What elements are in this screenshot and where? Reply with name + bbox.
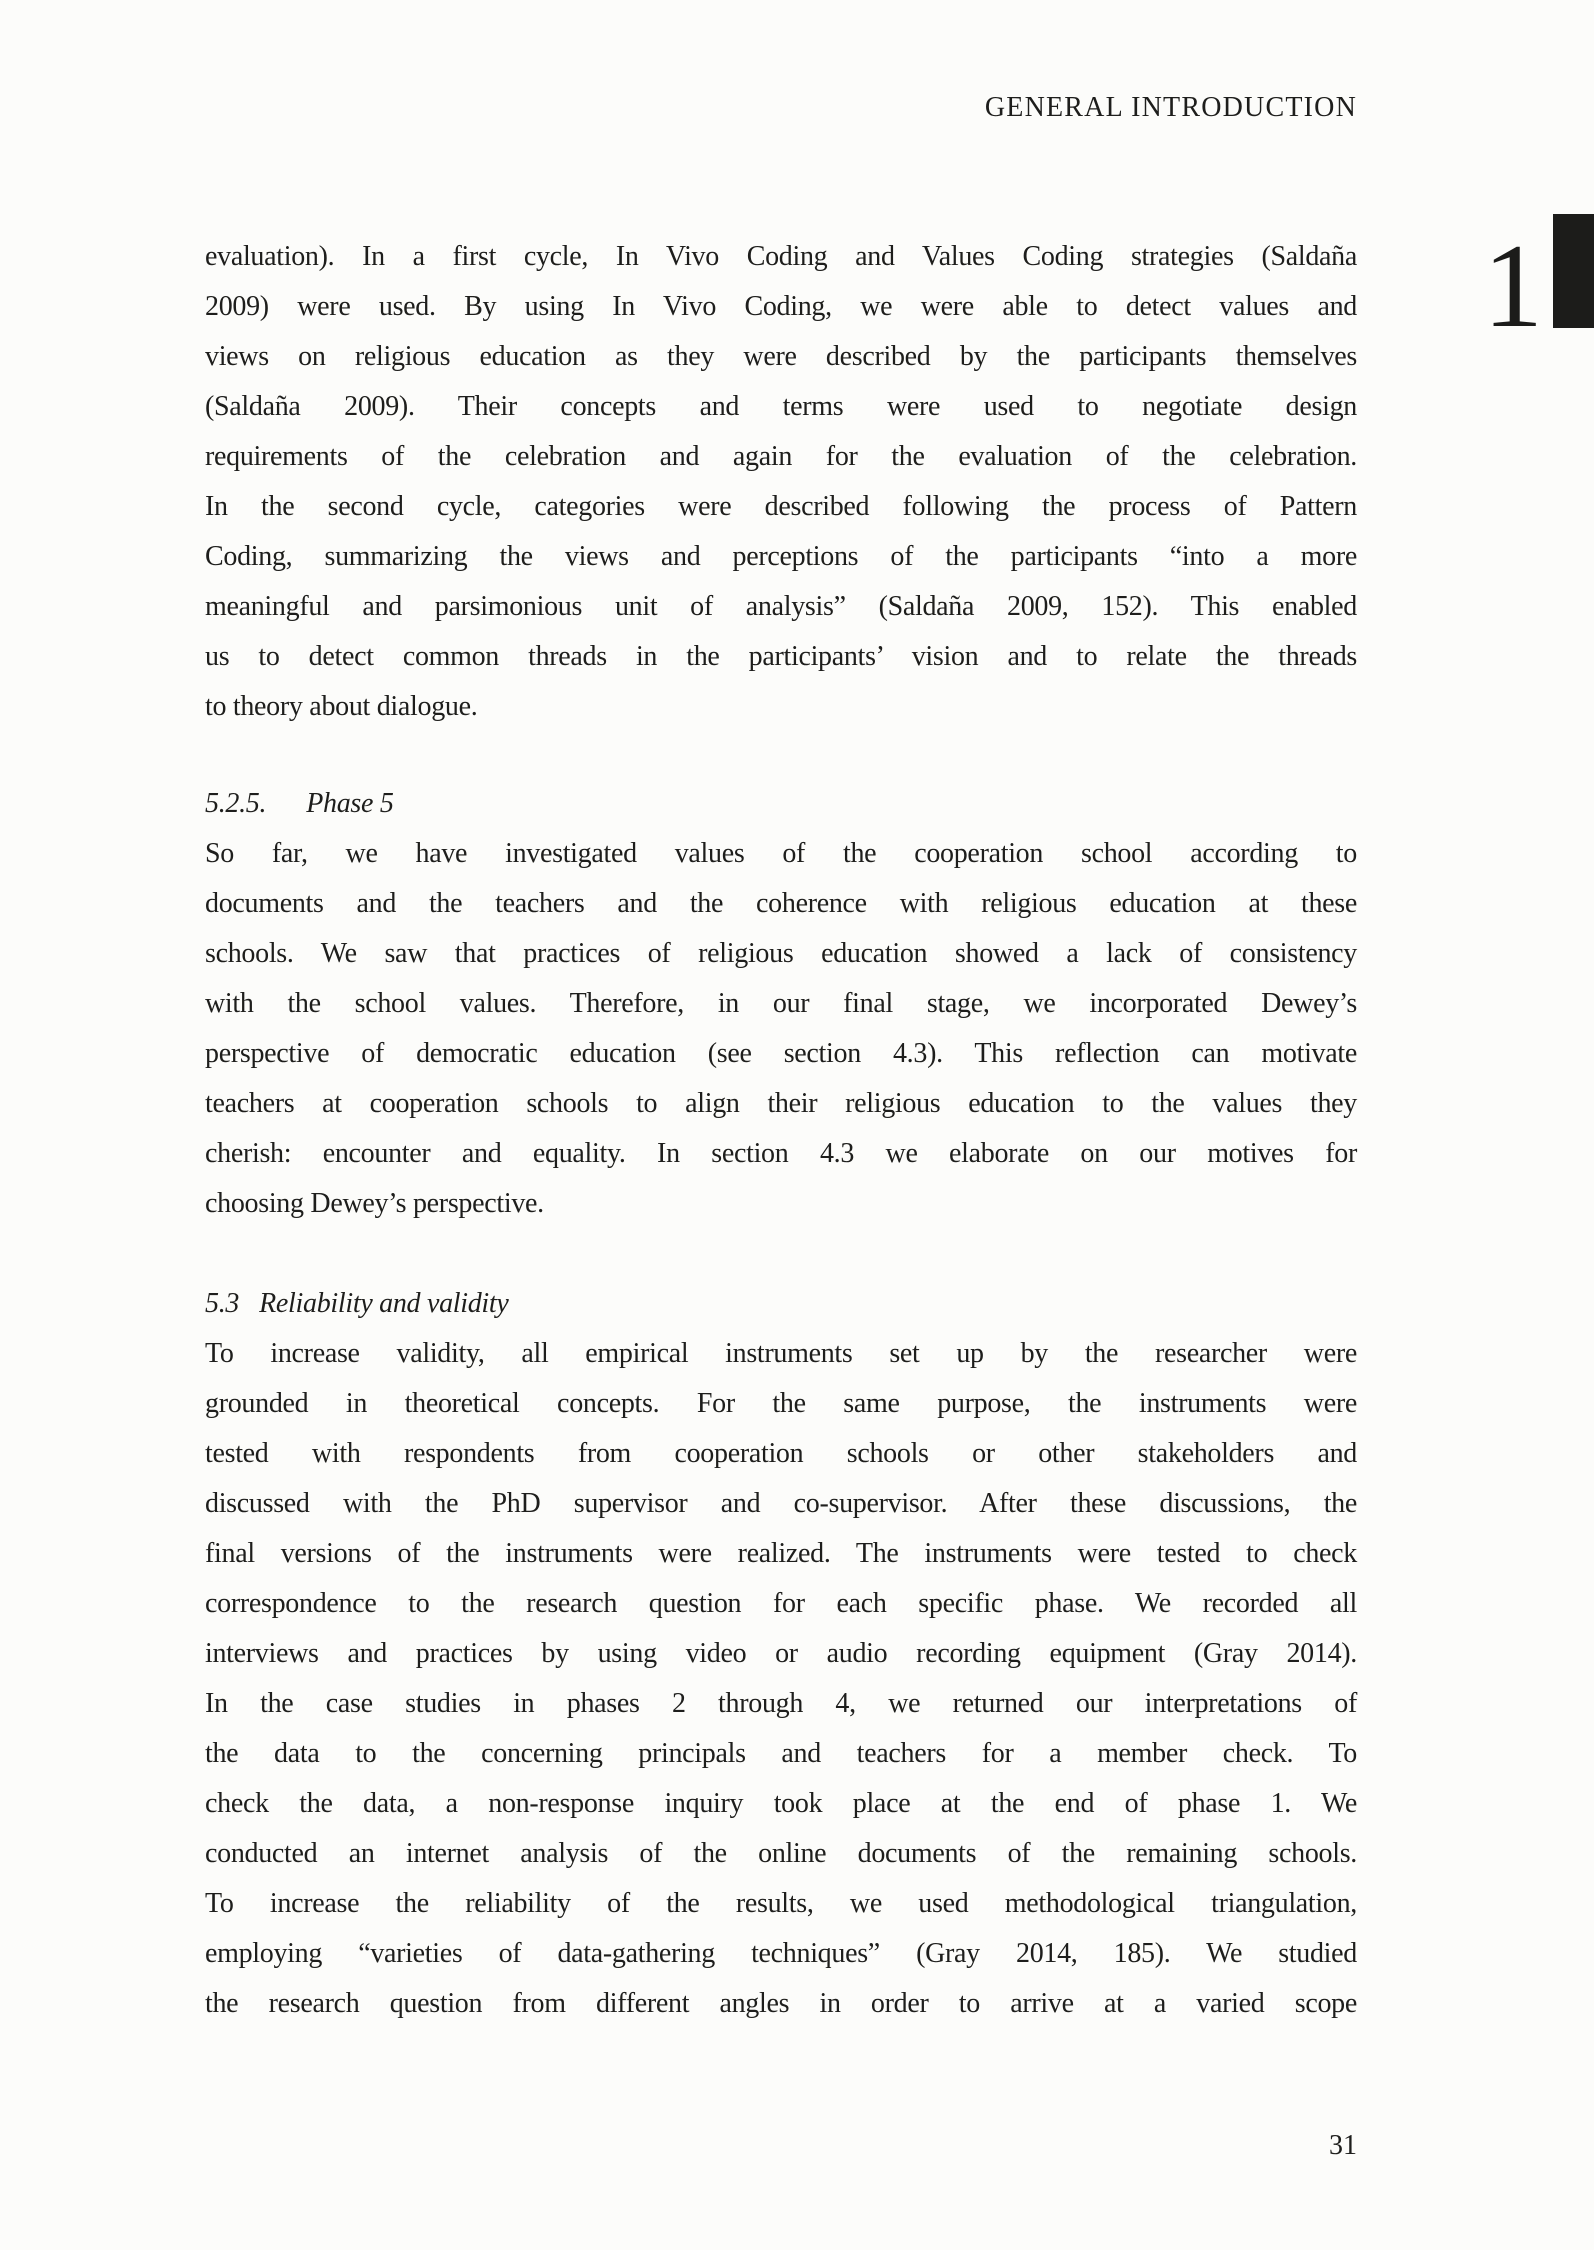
- paragraph: [205, 1329, 1357, 2029]
- text-line: Coding, summarizing the views and perceptions of the participants “into a more: [205, 541, 1357, 572]
- text-line: to theory about dialogue.: [205, 691, 478, 722]
- section-heading-phase-5: [205, 779, 1357, 829]
- text-line: discussed with the PhD supervisor and co-supervisor. After these discussions, the: [205, 1488, 1357, 1519]
- text-line: views on religious education as they were described by the participants themselves: [205, 341, 1357, 372]
- text-line: correspondence to the research question for each specific phase. We recorded all: [205, 1588, 1357, 1619]
- text-line: meaningful and parsimonious unit of analysis” (Saldaña 2009, 152). This enabled: [205, 591, 1357, 622]
- body-text: [205, 232, 1357, 2029]
- paragraph: [205, 232, 1357, 732]
- text-line: schools. We saw that practices of religious education showed a lack of consistency: [205, 938, 1357, 969]
- text-line: perspective of democratic education (see section 4.3). This reflection can motivate: [205, 1038, 1357, 1069]
- text-line: the data to the concerning principals and teachers for a member check. To: [205, 1738, 1357, 1769]
- text-line: To increase the reliability of the results, we used methodological triangulation,: [205, 1888, 1357, 1919]
- text-line: To increase validity, all empirical instruments set up by the researcher were: [205, 1338, 1357, 1369]
- text-line: tested with respondents from cooperation schools or other stakeholders and: [205, 1438, 1357, 1469]
- text-line: us to detect common threads in the participants’ vision and to relate the threads: [205, 641, 1357, 672]
- text-line: the research question from different angles in order to arrive at a varied scope: [205, 1988, 1357, 2019]
- section-number: 5.2.5.: [205, 788, 267, 819]
- text-line: documents and the teachers and the coherence with religious education at these: [205, 888, 1357, 919]
- text-line: In the case studies in phases 2 through 4, we returned our interpretations of: [205, 1688, 1357, 1719]
- text-line: employing “varieties of data-gathering techniques” (Gray 2014, 185). We studied: [205, 1938, 1357, 1969]
- text-line: So far, we have investigated values of the cooperation school according to: [205, 838, 1357, 869]
- chapter-number: 1: [1483, 219, 1543, 352]
- page-number: 31: [1329, 2130, 1357, 2161]
- text-line: choosing Dewey’s perspective.: [205, 1188, 544, 1219]
- section-number: 5.3: [205, 1288, 240, 1319]
- section-title: Reliability and validity: [259, 1288, 509, 1319]
- text-line: teachers at cooperation schools to align their religious education to the values they: [205, 1088, 1357, 1119]
- text-line: In the second cycle, categories were described following the process of Pattern: [205, 491, 1357, 522]
- running-header: GENERAL INTRODUCTION: [984, 92, 1357, 123]
- chapter-tab-marker: [1553, 214, 1594, 328]
- text-line: evaluation). In a first cycle, In Vivo Coding and Values Coding strategies (Saldaña: [205, 241, 1357, 272]
- text-line: (Saldaña 2009). Their concepts and terms were used to negotiate design: [205, 391, 1357, 422]
- text-line: final versions of the instruments were realized. The instruments were tested to check: [205, 1538, 1357, 1569]
- text-line: check the data, a non-response inquiry took place at the end of phase 1. We: [205, 1788, 1357, 1819]
- text-line: interviews and practices by using video or audio recording equipment (Gray 2014).: [205, 1638, 1357, 1669]
- text-line: with the school values. Therefore, in our final stage, we incorporated Dewey’s: [205, 988, 1357, 1019]
- text-line: 2009) were used. By using In Vivo Coding, we were able to detect values and: [205, 291, 1357, 322]
- text-line: cherish: encounter and equality. In section 4.3 we elaborate on our motives for: [205, 1138, 1357, 1169]
- paragraph: [205, 829, 1357, 1229]
- text-line: conducted an internet analysis of the online documents of the remaining schools.: [205, 1838, 1357, 1869]
- text-line: requirements of the celebration and again for the evaluation of the celebration.: [205, 441, 1357, 472]
- section-heading-reliability-validity: [205, 1279, 1357, 1329]
- section-title: Phase 5: [306, 788, 394, 819]
- text-line: grounded in theoretical concepts. For the same purpose, the instruments were: [205, 1388, 1357, 1419]
